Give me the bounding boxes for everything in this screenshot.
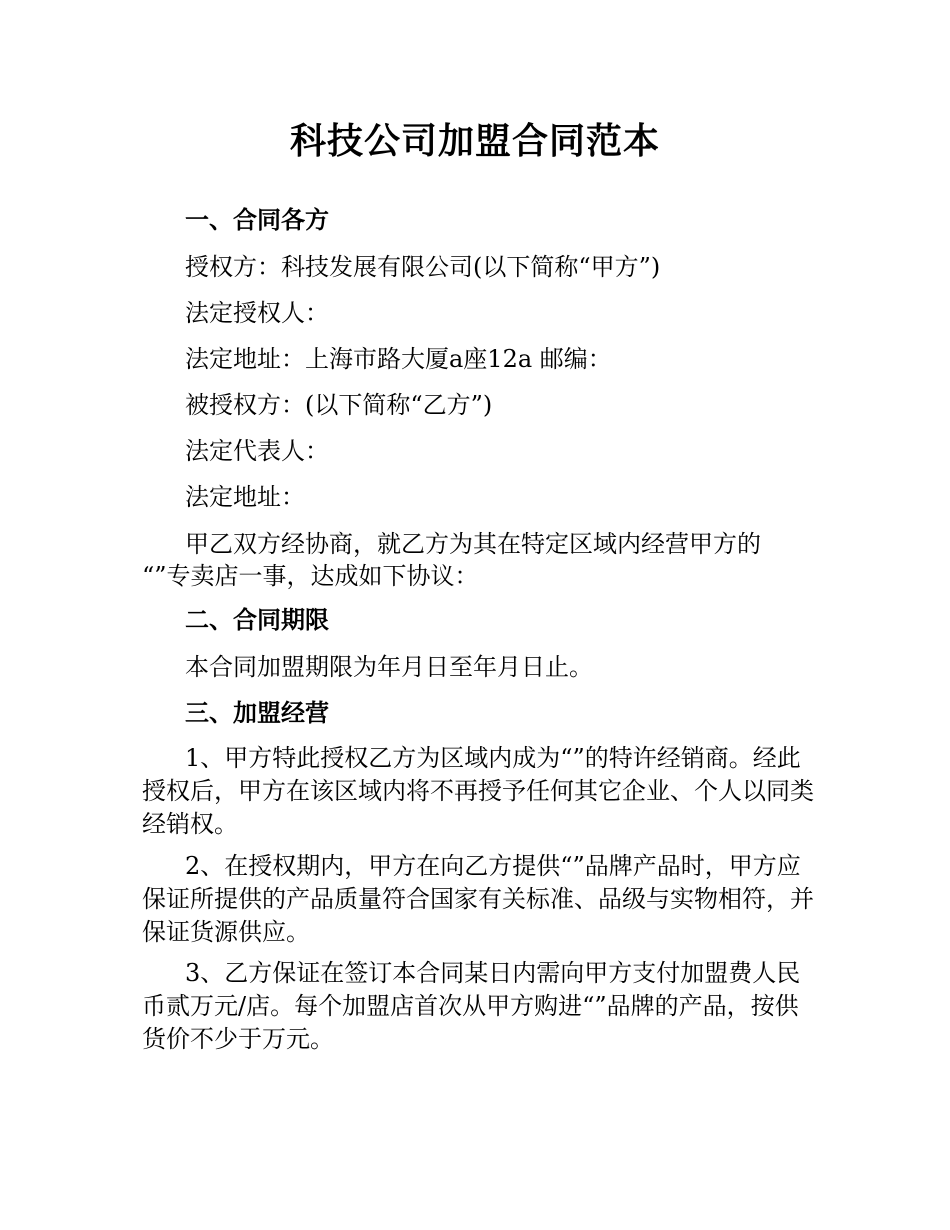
clause-2-paragraph: 2、在授权期内，甲方在向乙方提供“”品牌产品时，甲方应保证所提供的产品质量符合国家有关标准、品级与实物相符，并保证货源供应。 — [142, 852, 814, 946]
authorized-person-line: 法定授权人： — [185, 299, 329, 327]
section-3-heading: 三、加盟经营 — [185, 699, 329, 727]
agreement-intro-line-2: “”专卖店一事，达成如下协议： — [142, 562, 479, 590]
licensor-line: 授权方：科技发展有限公司(以下简称“甲方”) — [185, 253, 661, 281]
licensee-address-line: 法定地址： — [185, 483, 305, 511]
section-1-heading: 一、合同各方 — [185, 206, 329, 234]
legal-representative-line: 法定代表人： — [185, 437, 329, 465]
contract-term-text: 本合同加盟期限为年月日至年月日止。 — [185, 653, 593, 681]
agreement-intro-line-1: 甲乙双方经协商，就乙方为其在特定区域内经营甲方的 — [185, 530, 761, 558]
licensor-address-line: 法定地址：上海市路大厦a座12a 邮编： — [185, 345, 612, 373]
section-2-heading: 二、合同期限 — [185, 606, 329, 634]
licensee-line: 被授权方：(以下简称“乙方”) — [185, 391, 493, 419]
document-title: 科技公司加盟合同范本 — [289, 121, 660, 162]
clause-1-paragraph: 1、甲方特此授权乙方为区域内成为“”的特许经销商。经此授权后，甲方在该区域内将不再授予任何其它企业、个人以同类经销权。 — [142, 744, 814, 838]
clause-3-paragraph: 3、乙方保证在签订本合同某日内需向甲方支付加盟费人民币贰万元/店。每个加盟店首次从甲方购进“”品牌的产品，按供货价不少于万元。 — [142, 959, 801, 1053]
